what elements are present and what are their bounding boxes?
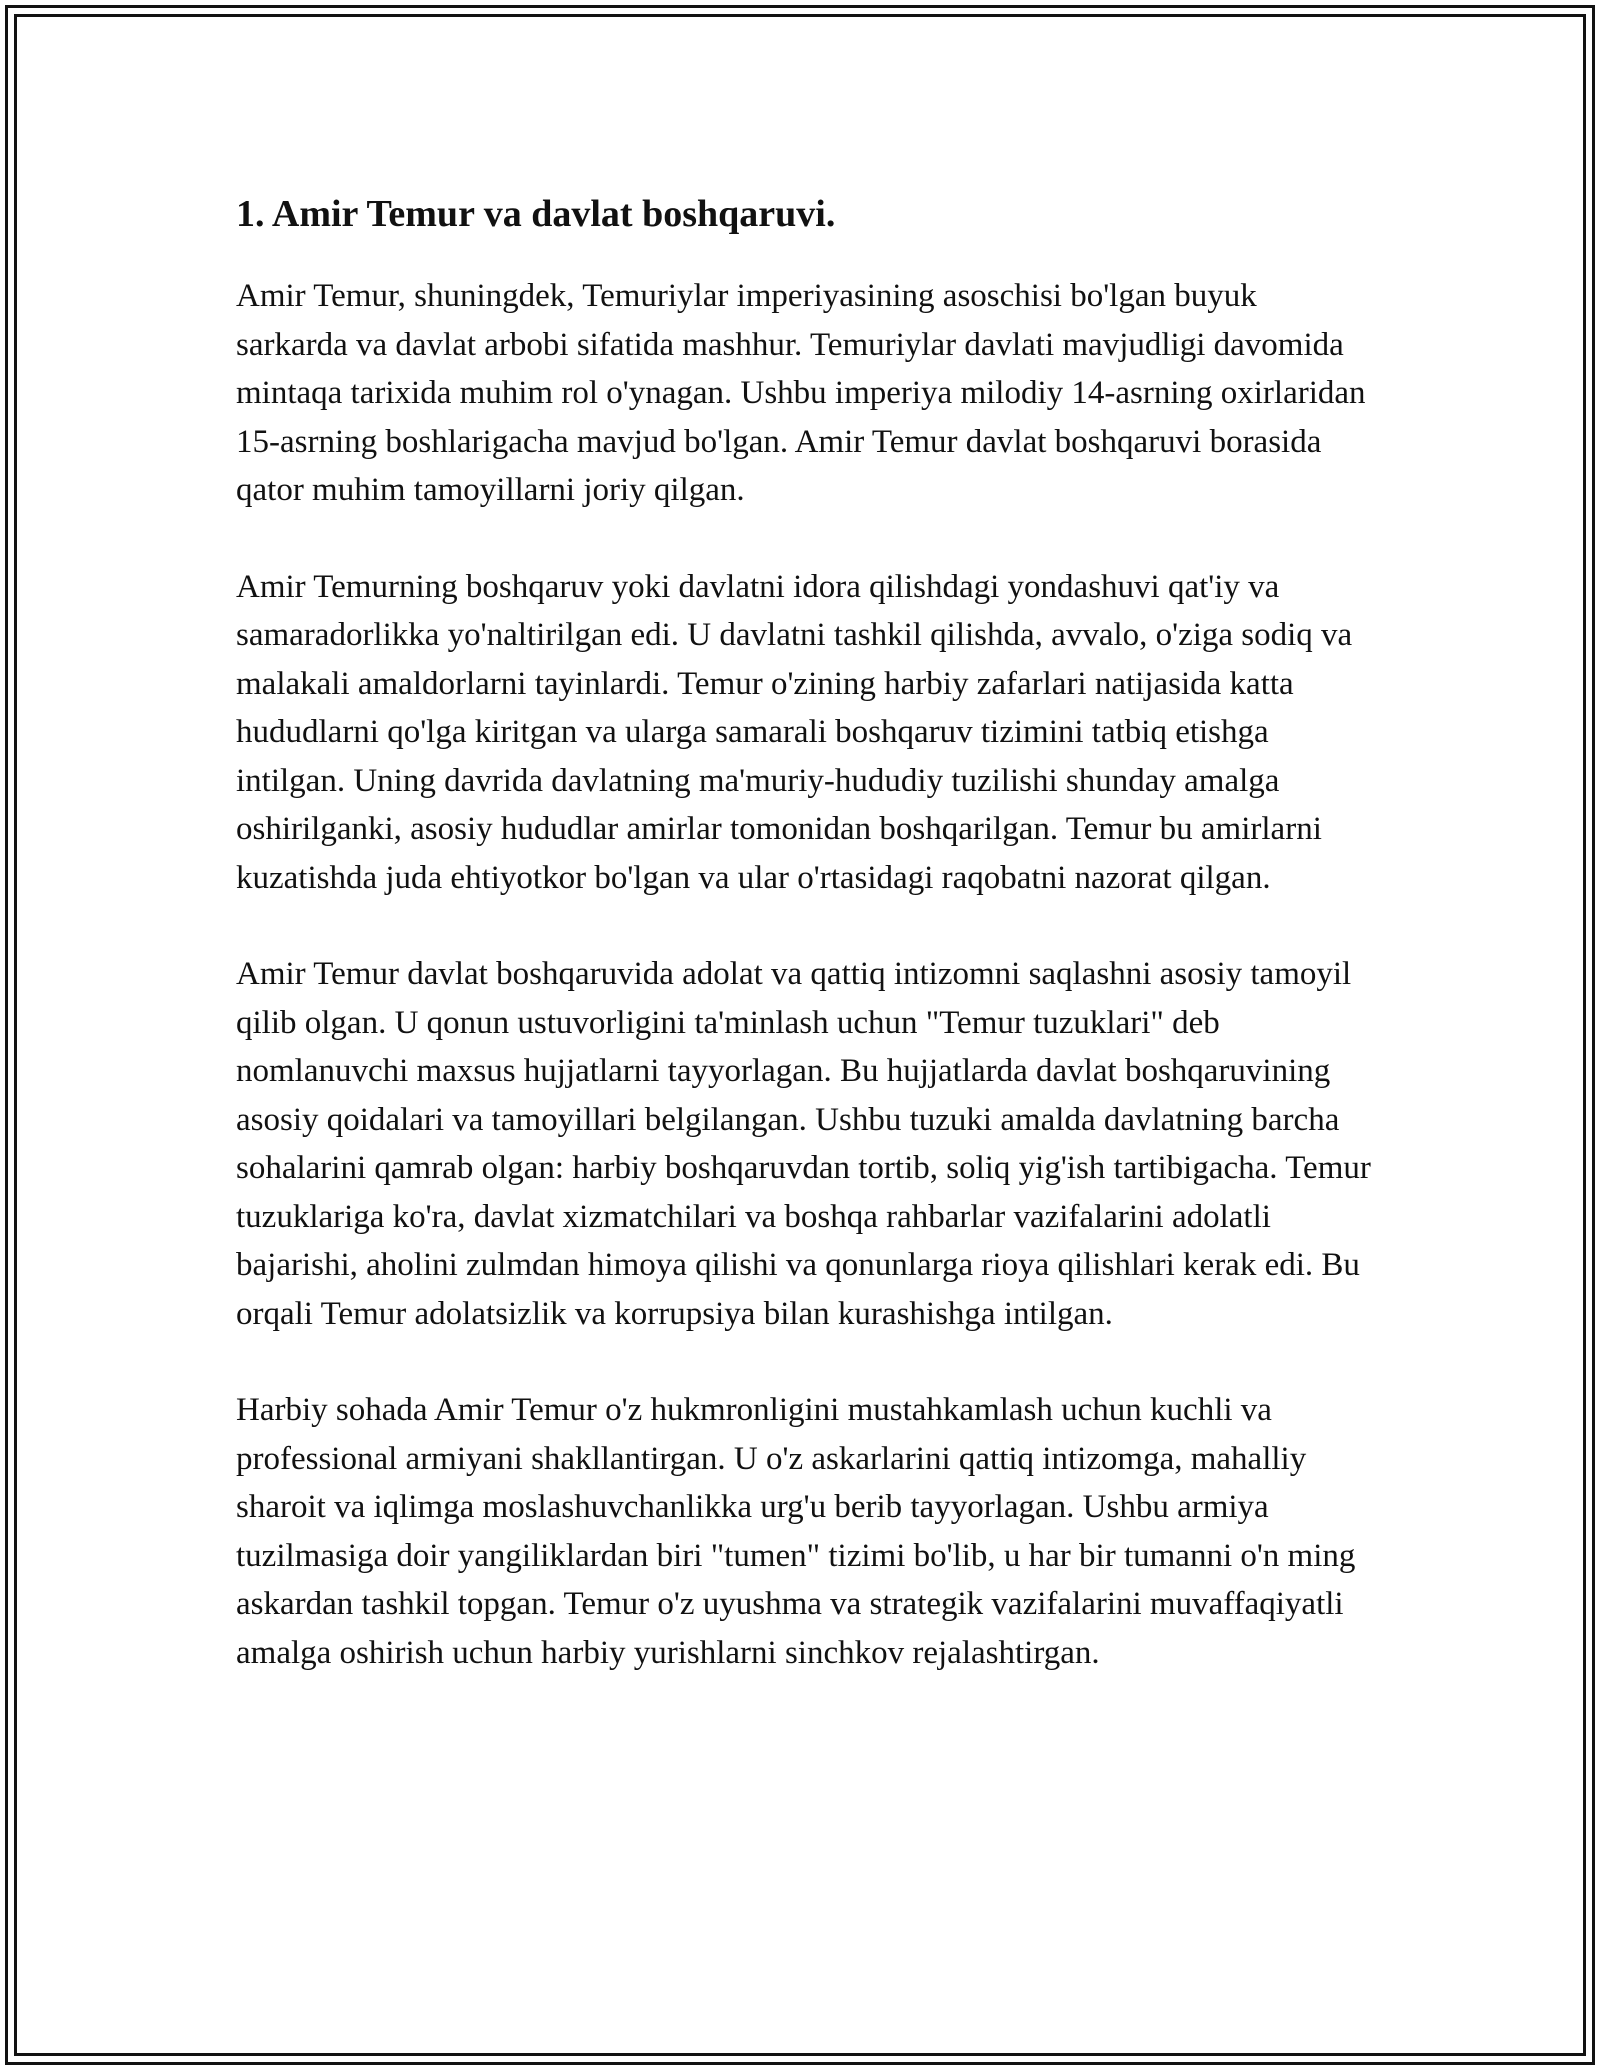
paragraph-2: Amir Temurning boshqaruv yoki davlatni idora qilishdagi yondashuvi qat'iy va samaradorlikka yo'naltirilgan edi. U davlatni tashkil qilishda, avvalo, o'ziga sodiq va malakali amaldorlarni tayinlardi. Temur o'zining harbiy zafarlari natijasida katta hududlarni qo'lga kiritgan va ularga samarali boshqaruv tizimini tatbiq etishga intilgan. Uning davrida davlatning ma'muriy-hududiy tuzilishi shunday amalga oshirilganki, asosiy hududlar amirlar tomonidan boshqarilgan. Temur bu amirlarni kuzatishda juda ehtiyotkor bo'lgan va ular o'rtasidagi raqobatni nazorat qilgan. — [236, 568, 1353, 896]
paragraph-4: Harbiy sohada Amir Temur o'z hukmronligini mustahkamlash uchun kuchli va professional armiyani shakllantirgan. U o'z askarlarini qattiq intizomga, mahalliy sharoit va iqlimga moslashuvchanlikka urg'u berib tayyorlagan. Ushbu armiya tuzilmasiga doir yangiliklardan biri "tumen" tizimi bo'lib, u har bir tumanni o'n ming askardan tashkil topgan. Temur o'z uyushma va strategik vazifalarini muvaffaqiyatli amalga oshirish uchun harbiy yurishlarni sinchkov rejalashtirgan. — [236, 1392, 1356, 1671]
document-title: 1. Amir Temur va davlat boshqaruvi. — [236, 193, 836, 235]
paragraph-1: Amir Temur, shuningdek, Temuriylar imperiyasining asoschisi bo'lgan buyuk sarkarda va davlat arbobi sifatida mashhur. Temuriylar davlati mavjudligi davomida mintaqa tarixida muhim rol o'ynagan. Ushbu imperiya milodiy 14-asrning oxirlaridan 15-asrning boshlarigacha mavjud bo'lgan. Amir Temur davlat boshqaruvi borasida qator muhim tamoyillarni joriy qilgan. — [236, 278, 1366, 508]
paragraph-3: Amir Temur davlat boshqaruvida adolat va qattiq intizomni saqlashni asosiy tamoyil qilib olgan. U qonun ustuvorligini ta'minlash uchun "Temur tuzuklari" deb nomlanuvchi maxsus hujjatlarni tayyorlagan. Bu hujjatlarda davlat boshqaruvining asosiy qoidalari va tamoyillari belgilangan. Ushbu tuzuki amalda davlatning barcha sohalarini qamrab olgan: harbiy boshqaruvdan tortib, soliq yig'ish tartibigacha. Temur tuzuklariga ko'ra, davlat xizmatchilari va boshqa rahbarlar vazifalarini adolatli bajarishi, aholini zulmdan himoya qilishi va qonunlarga rioya qilishlari kerak edi. Bu orqali Temur adolatsizlik va korrupsiya bilan kurashishga intilgan. — [236, 956, 1371, 1332]
document-body — [236, 190, 1376, 1725]
